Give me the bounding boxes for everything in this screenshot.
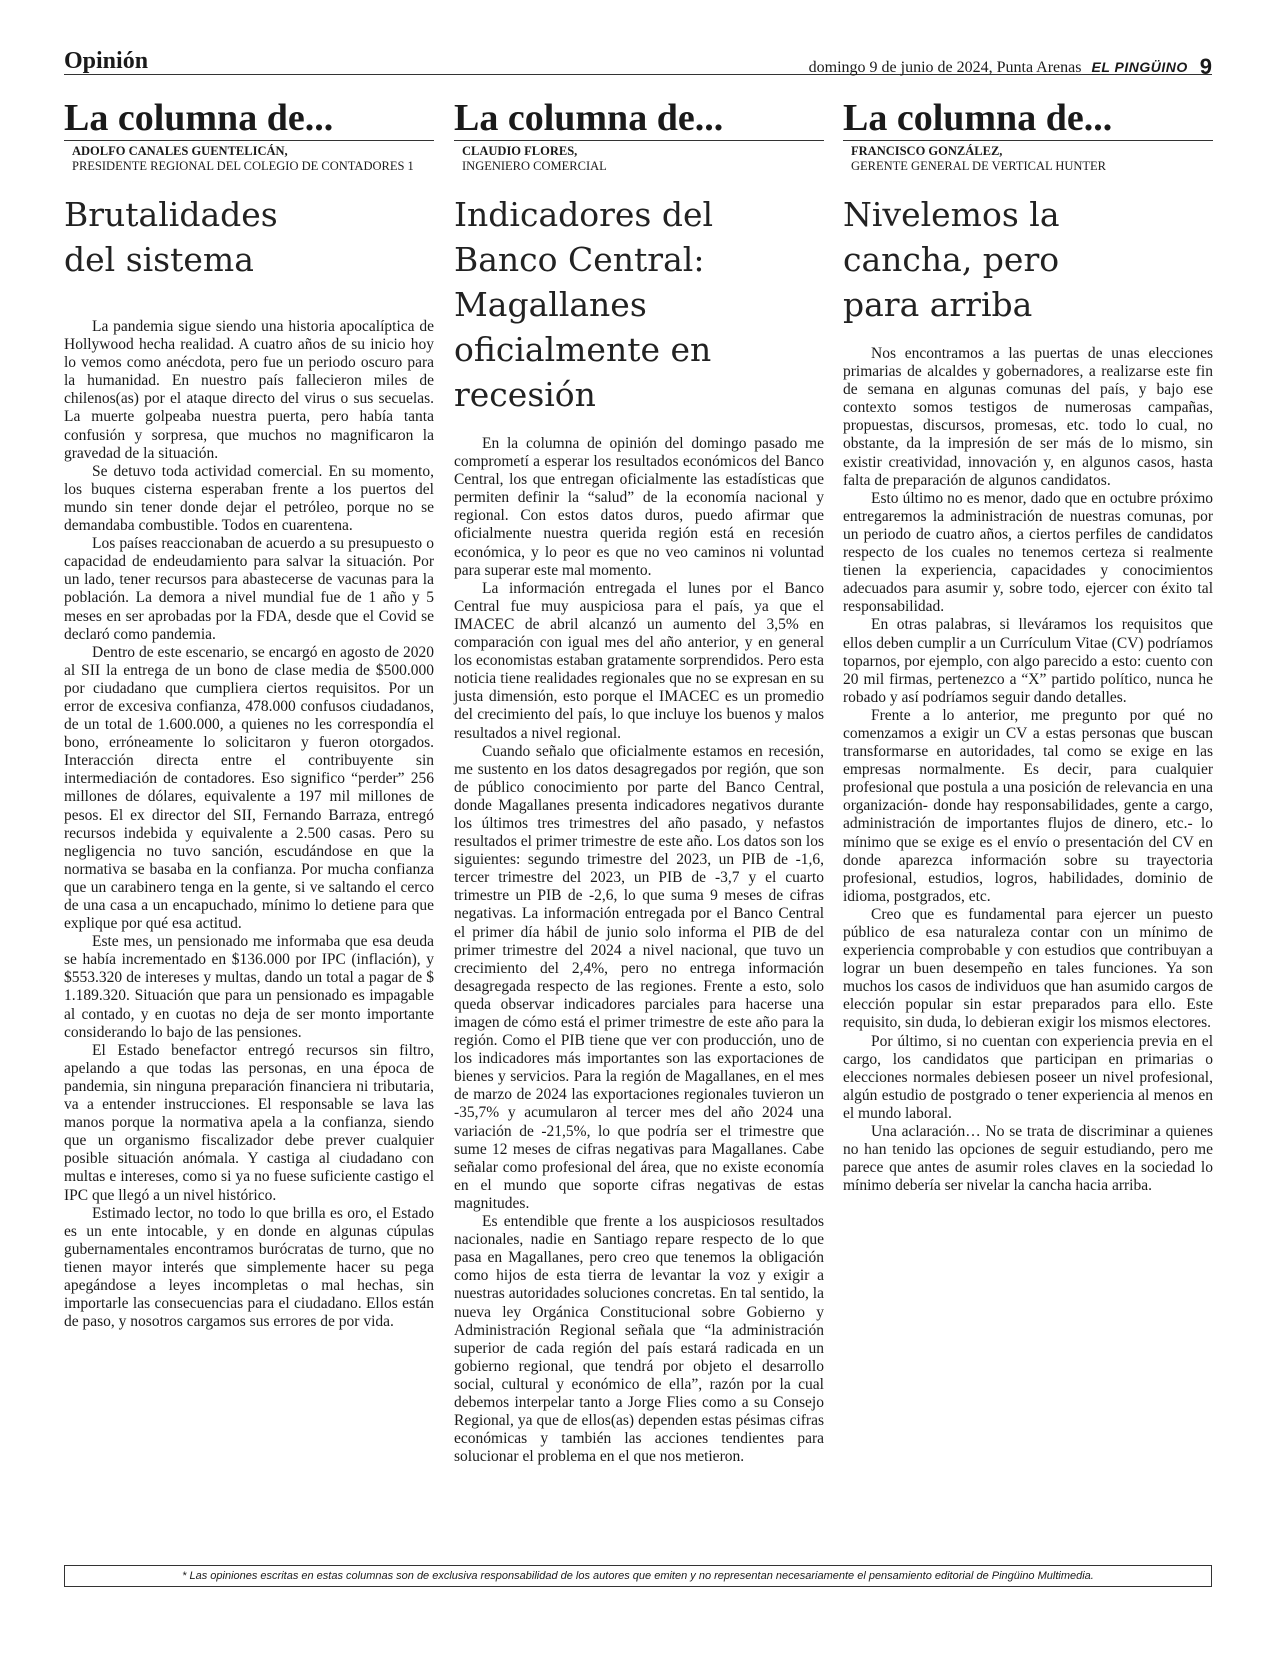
author-role: PRESIDENTE REGIONAL DEL COLEGIO DE CONTADORES 1 — [72, 159, 414, 173]
column-header: La columna de... — [454, 98, 824, 141]
article-body — [64, 318, 434, 1331]
paragraph: El Estado benefactor entregó recursos sin filtro, apelando a que todas las personas, en una época de pandemia, sin ninguna preparación financiera ni tributaria, va a entender instrucciones. El responsable se lava las manos porque la normativa apela a la confianza, siendo que un organismo fiscalizador debe prever cualquier posible situación anómala. Y castiga al ciudadano con multas e intereses, como si ya no fuese suficiente castigo el IPC que llegó a un nivel histórico. — [64, 1041, 434, 1204]
author-name: ADOLFO CANALES GUENTELICÁN, — [72, 144, 288, 158]
author-name: FRANCISCO GONZÁLEZ, — [851, 144, 1003, 158]
article-title: Indicadores del Banco Central: Magallanes oficialmente en recesión — [454, 195, 714, 414]
disclaimer-footer: * Las opiniones escritas en estas columnas son de exclusiva responsabilidad de los autores que emiten y no representan necesariamente el pensamiento editorial de Pingüino Multimedia. — [64, 1565, 1212, 1587]
author-byline — [72, 144, 434, 174]
paragraph: Los países reaccionaban de acuerdo a su presupuesto o capacidad de endeudamiento para salvar la situación. Por un lado, tener recursos para abastecerse de vacunas para la población. La demora a nivel mundial fue de 1 año y 5 meses en ser aprobadas por la FDA, desde que el Covid se declaró como pandemia. — [64, 535, 434, 643]
paragraph: Esto último no es menor, dado que en octubre próximo entregaremos la administración de nuestras comunas, por un periodo de cuatro años, a ciertos perfiles de candidatos respecto de los cuales no tenemos certeza si realmente tienen la experiencia, capacidades y conocimientos adecuados para asumir y, sobre todo, ejercer con éxito tal responsabilidad. — [843, 489, 1213, 616]
paragraph: La información entregada el lunes por el Banco Central fue muy auspiciosa para el país, ya que el IMACEC de abril alcanzó un aumento del 3,5% en comparación con igual mes del año anterior, y en general los economistas estaban gratamente sorprendidos. Pero esta noticia tiene realidades regionales que no se expresan en su justa dimensión, esto porque el IMACEC es un promedio del crecimiento del país, lo que incluye los buenos y malos resultados a nivel regional. — [454, 579, 824, 742]
article-title: Nivelemos la cancha, pero para arriba — [843, 195, 1060, 324]
author-byline — [851, 144, 1213, 174]
paragraph: En otras palabras, si lleváramos los requisitos que ellos deben cumplir a un Currículum Vitae (CV) podríamos toparnos, por ejemplo, con algo parecido a esto: cuento con 20 mil firmas, pertenezco a “X” partido político, nunca he robado y así podríamos seguir dando detalles. — [843, 616, 1213, 706]
paragraph: Cuando señalo que oficialmente estamos en recesión, me sustento en los datos desagregados por región, que son de público conocimiento por parte del Banco Central, donde Magallanes presenta indicadores negativos durante los últimos tres trimestres del año pasado, y nefastos resultados el primer trimestre de este año. Los datos son los siguientes: segundo trimestre del 2023, un PIB de -1,6, tercer trimestre del 2023, un PIB de -3,7 y el cuarto trimestre un PIB de -2,6, lo que suma 9 meses de cifras negativas. La información entregada por el Banco Central el primer día hábil de junio solo informa el PIB de del primer trimestre del 2024 a nivel nacional, que tuvo un crecimiento del 2,4%, pero no entrega información desagregada respecto de las regiones. Frente a esto, solo queda observar indicadores parciales para hacerse una imagen de cómo está el primer trimestre de este año para la región. Como el PIB tiene que ver con producción, uno de los indicadores más importantes son las exportaciones de bienes y servicios. Para la región de Magallanes, en el mes de marzo de 2024 las exportaciones regionales tuvieron un -35,7% y acumularon al tercer mes del año 2024 una variación de -21,5%, lo que podría ser el trimestre que sume 12 meses de cifras negativas para Magallanes. Cabe señalar como profesional del área, que no existe economía en el mundo que soporte cifras negativas de estas magnitudes. — [454, 742, 824, 1212]
article-body — [454, 435, 824, 1466]
column-3 — [843, 98, 1213, 1195]
article-body — [843, 345, 1213, 1195]
paragraph: Creo que es fundamental para ejercer un puesto público de esa naturaleza contar con un mínimo de experiencia comprobable y con estudios que contribuyan a lograr un buen desempeño en tales funciones. Ya son muchos los casos de individuos que han asumido cargos de elección popular sin estar preparados para ello. Este requisito, sin duda, lo debieran exigir los mismos electores. — [843, 905, 1213, 1032]
article-title: Brutalidades del sistema — [64, 195, 278, 279]
paragraph: En la columna de opinión del domingo pasado me comprometí a esperar los resultados económicos del Banco Central, los que entregan oficialmente las estadísticas que permiten definir la “salud” de la economía nacional y regional. Con estos datos duros, puedo afirmar que oficialmente nuestra querida región está en recesión económica, y lo peor es que no veo caminos ni voluntad para superar este mal momento. — [454, 435, 824, 579]
author-name: CLAUDIO FLORES, — [462, 144, 578, 158]
paragraph: Por último, si no cuentan con experiencia previa en el cargo, los candidatos que participan en primarias o elecciones normales debiesen poseer un nivel profesional, algún estudio de postgrado o tener experiencia al menos en el mundo laboral. — [843, 1032, 1213, 1122]
page-header — [64, 48, 1212, 79]
header-meta — [809, 52, 1212, 78]
paragraph: Dentro de este escenario, se encargó en agosto de 2020 al SII la entrega de un bono de clase media de $500.000 por ciudadano que cumpliera ciertos requisitos. Por un error de excesiva confianza, 478.000 confusos ciudadanos, de un total de 1.600.000, a quienes no les correspondía el bono, erróneamente lo solicitaron y fueron otorgados. Interacción directa entre el contribuyente sin intermediación de contadores. Eso significo “perder” 256 millones de dólares, equivalente a 197 mil millones de pesos. El ex director del SII, Fernando Barraza, entregó recursos indebida y equivalente a 2.500 casas. Pero su negligencia no tuvo sanción, escudándose en que la normativa se basaba en la confianza. Por mucha confianza que un carabinero tenga en la gente, si ve saltando el cerco de una casa a un encapuchado, mínimo lo detiene para que explique por qué esa actitud. — [64, 643, 434, 933]
paragraph: Nos encontramos a las puertas de unas elecciones primarias de alcaldes y gobernadores, a realizarse este fin de semana en algunas comunas del país, y bajo ese contexto somos testigos de numerosas campañas, propuestas, discursos, promesas, etc. todo lo cual, no obstante, da la impresión de ser más de lo mismo, sin existir creatividad, innovación y, en algunos casos, hasta falta de preparación de algunos candidatos. — [843, 345, 1213, 489]
newspaper-logo: EL PINGÜINO — [1091, 59, 1188, 75]
paragraph: Es entendible que frente a los auspiciosos resultados nacionales, nadie en Santiago repare respecto de lo que pasa en Magallanes, pero creo que tenemos la obligación como hijos de esta tierra de levantar la voz y exigir a nuestras autoridades soluciones concretas. En tal sentido, la nueva ley Orgánica Constitucional sobre Gobierno y Administración Regional señala que “la administración superior de cada región del país estará radicada en un gobierno regional, que tendrá por objeto el desarrollo social, cultural y económico de ella”, razón por la cual debemos interpelar tanto a Jorge Flies como a su Consejo Regional, ya que de ellos(as) dependen estas pésimas cifras económicas y también las acciones tendientes para solucionar el problema en el que nos metieron. — [454, 1213, 824, 1466]
author-byline — [462, 144, 824, 174]
paragraph: La pandemia sigue siendo una historia apocalíptica de Hollywood hecha realidad. A cuatro años de su inicio hoy lo vemos como anécdota, pero fue un periodo oscuro para la humanidad. En nuestro país fallecieron miles de chilenos(as) por el ataque directo del virus o sus secuelas. La muerte golpeaba nuestra puerta, pero había tanta confusión y sorpresa, que muchos no magnificaron la gravedad de la situación. — [64, 318, 434, 462]
paragraph: Una aclaración… No se trata de discriminar a quienes no han tenido las opciones de seguir estudiando, pero me parece que antes de asumir roles claves en la sociedad lo mínimo debería ser nivelar la cancha hacia arriba. — [843, 1123, 1213, 1195]
page-number: 9 — [1199, 54, 1212, 79]
paragraph: Estimado lector, no todo lo que brilla es oro, el Estado es un ente intocable, y en donde en algunas cúpulas gubernamentales encontramos burócratas de turno, que no tienen mayor interés que simplemente hacer su pega apegándose a leyes incompletas o mal hechas, sin importarle las consecuencias para el ciudadano. Ellos están de paso, y nosotros cargamos sus errores de por vida. — [64, 1204, 434, 1331]
column-header: La columna de... — [843, 98, 1213, 141]
paragraph: Este mes, un pensionado me informaba que esa deuda se había incrementado en $136.000 por IPC (inflación), y $553.320 de intereses y multas, dando un total a pagar de $ 1.189.320. Situación que para un pensionado es impagable al contado, y en cuotas no deja de ser monto importante considerando lo bajo de las pensiones. — [64, 933, 434, 1041]
paragraph: Frente a lo anterior, me pregunto por qué no comenzamos a exigir un CV a estas personas que buscan transformarse en autoridades, tal como se exige en las empresas normalmente. Es decir, para cualquier profesional que postula a una posición de relevancia en una organización- donde hay responsabilidades, gente a cargo, administración de importantes flujos de dinero, etc.- lo mínimo que se exige es el envío o presentación del CV en donde aparezca información sobre su trayectoria profesional, estudios, logros, habilidades, dominio de idioma, postgrados, etc. — [843, 706, 1213, 905]
author-role: INGENIERO COMERCIAL — [462, 159, 607, 173]
column-2 — [454, 98, 824, 1466]
author-role: GERENTE GENERAL DE VERTICAL HUNTER — [851, 159, 1107, 173]
paragraph: Se detuvo toda actividad comercial. En su momento, los buques cisterna esperaban frente a los puertos del mundo sin tener donde dejar el petróleo, porque no se demandaba combustible. Todos en cuarentena. — [64, 462, 434, 535]
column-1 — [64, 98, 434, 1331]
section-title: Opinión — [64, 48, 149, 74]
column-header: La columna de... — [64, 98, 434, 141]
dateline: domingo 9 de junio de 2024, Punta Arenas — [808, 59, 1082, 76]
